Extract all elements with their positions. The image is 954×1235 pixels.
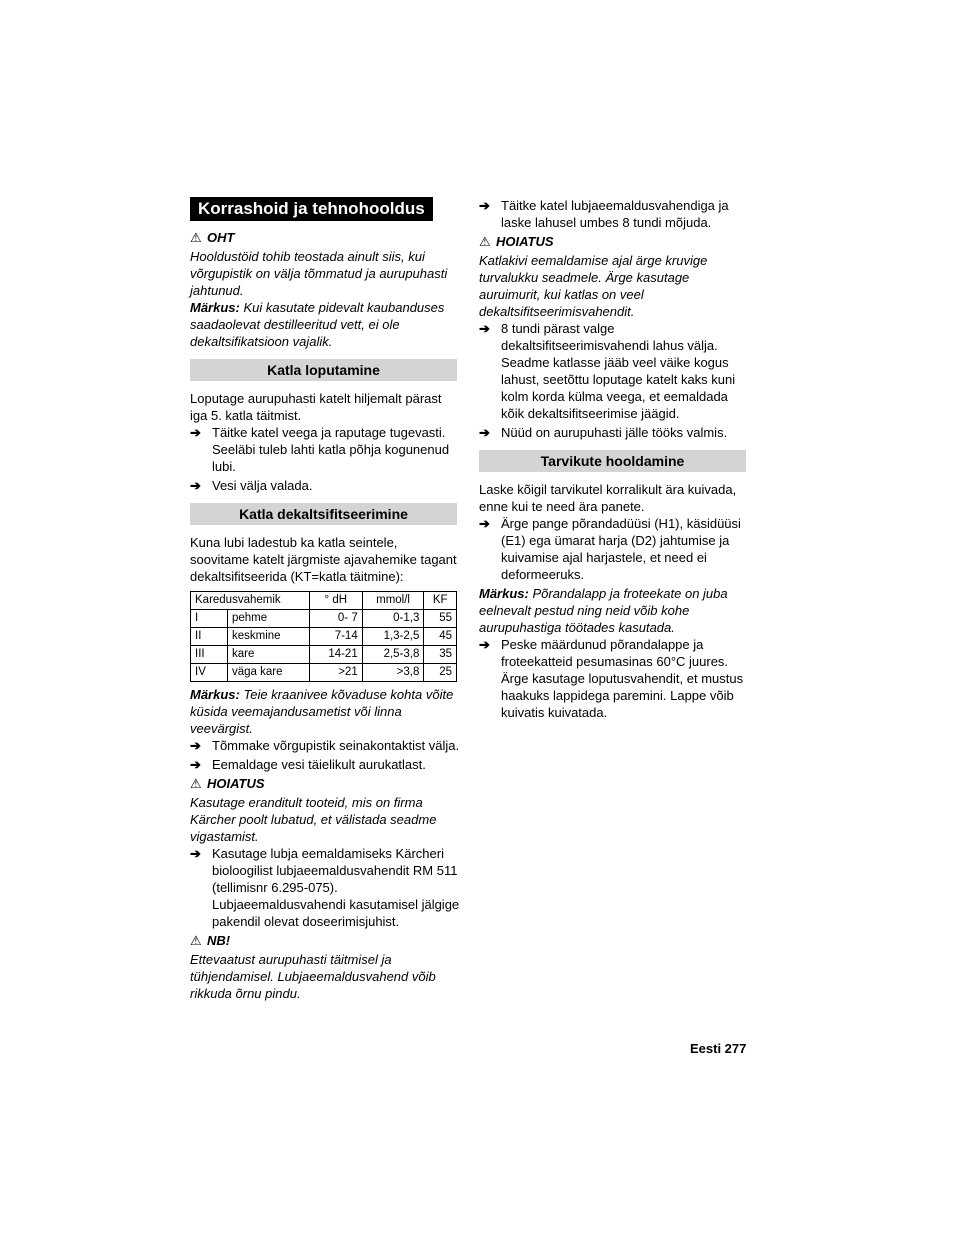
- table-cell: 0-1,3: [362, 610, 424, 628]
- table-header-row: [191, 592, 457, 610]
- table-cell: >3,8: [362, 664, 424, 682]
- descaling-text: Kuna lubi ladestub ka katla seintele, soovitame katelt järgmiste ajavahemike tagant dekaltsifitseerida (KT=katla täitmine):: [190, 535, 457, 584]
- step-text: Eemaldage vesi täielikult aurukatlast.: [212, 757, 426, 772]
- warning-triangle-icon: ⚠: [190, 776, 202, 791]
- table-row: [191, 628, 457, 646]
- note-text: Põrandalapp ja froteekate on juba eelnevalt pestud ning neid võib kohe aurupuhastiga töötades kasutada.: [479, 586, 728, 635]
- table-cell: väga kare: [228, 664, 310, 682]
- step-item: [479, 636, 749, 721]
- step-text: Täitke katel lubjaeemaldusvahendiga ja laske lahusel umbes 8 tundi mõjuda.: [501, 198, 729, 230]
- table-row: [191, 664, 457, 682]
- table-cell: II: [191, 628, 228, 646]
- table-cell: 55: [424, 610, 457, 628]
- step-text: 8 tundi pärast valge dekaltsifitseerimisvahendi lahus välja. Seadme katlasse jääb veel väike kogus lahust, seetõttu loputage katelt kaks kuni kolm korda külma veega, et eemaldada kõik dekaltsifitseerimise jäägid.: [501, 321, 736, 421]
- step-item: [479, 197, 749, 231]
- table-cell: 1,3-2,5: [362, 628, 424, 646]
- step-text: Nüüd on aurupuhasti jälle tööks valmis.: [501, 425, 728, 440]
- accessories-text: Laske kõigil tarvikutel korralikult ära kuivada, enne kui te need ära panete.: [479, 482, 737, 514]
- section-heading-rinsing: Katla loputamine: [190, 359, 457, 381]
- table-cell: IV: [191, 664, 228, 682]
- arrow-right-icon: ➔: [479, 321, 490, 336]
- left-column: [190, 197, 460, 1002]
- danger-text: Hooldustöid tohib teostada ainult siis, kui võrgupistik on välja tõmmatud ja aurupuhasti jahtunud.: [190, 249, 448, 298]
- note-label: Märkus:: [190, 687, 240, 702]
- step-text: Kasutage lubja eemaldamiseks Kärcheri bioloogilist lubjaeemaldusvahendit RM 511 (tellimisnr 6.295-075). Lubjaeemaldusvahendi kasutamisel jälgige pakendil olevat doseerimisjuhist.: [212, 846, 460, 929]
- step-item: [190, 477, 460, 494]
- section-heading-accessories: Tarvikute hooldamine: [479, 450, 746, 472]
- table-header: ° dH: [309, 592, 362, 610]
- note-2: [190, 686, 460, 737]
- table-row: [191, 646, 457, 664]
- warning-text: Kasutage eranditult tooteid, mis on firma Kärcher poolt lubatud, et välistada seadme vigastamist.: [190, 795, 437, 844]
- note-text: Kui kasutate pidevalt kaubanduses saadaolevat destilleeritud vett, ei ole dekaltsifikatsioon vajalik.: [190, 300, 445, 349]
- table-cell: kare: [228, 646, 310, 664]
- caution-text: Ettevaatust aurupuhasti täitmisel ja tühjendamisel. Lubjaeemaldusvahend võib rikkuda õrnu pindu.: [190, 952, 436, 1001]
- hardness-table: [190, 591, 457, 682]
- page-number: Eesti 277: [690, 1041, 747, 1056]
- table-header: Karedusvahemik: [191, 592, 310, 610]
- arrow-right-icon: ➔: [190, 846, 201, 861]
- warning-heading: [479, 233, 749, 250]
- note-label: Märkus:: [190, 300, 240, 315]
- warning-triangle-icon: ⚠: [190, 933, 202, 948]
- warning-label: HOIATUS: [207, 776, 265, 791]
- step-text: Täitke katel veega ja raputage tugevasti. Seeläbi tuleb lahti katla põhja kogunenud lubi.: [212, 425, 450, 474]
- step-item: [479, 515, 749, 583]
- step-text: Peske määrdunud põrandalappe ja froteekatteid pesumasinas 60°C juures. Ärge kasutage loputusvahendit, et mustus haakuks lappidega paremini. Lappe võib kuivatis kuivatada.: [501, 637, 744, 720]
- step-text: Ärge pange põrandadüüsi (H1), käsidüüsi (E1) ega ümarat harja (D2) jahtumise ja kuivamise ajal harjastele, et need ei deformeeruks.: [501, 516, 741, 582]
- table-cell: 35: [424, 646, 457, 664]
- page-title: Korrashoid ja tehnohooldus: [190, 197, 433, 221]
- table-cell: III: [191, 646, 228, 664]
- note-3: [479, 585, 749, 636]
- step-item: [190, 845, 460, 930]
- table-cell: 0- 7: [309, 610, 362, 628]
- step-item: [479, 424, 749, 441]
- table-cell: keskmine: [228, 628, 310, 646]
- arrow-right-icon: ➔: [479, 425, 490, 440]
- table-cell: >21: [309, 664, 362, 682]
- warning-heading: [190, 775, 460, 792]
- right-column: [479, 197, 749, 723]
- table-cell: 25: [424, 664, 457, 682]
- arrow-right-icon: ➔: [190, 425, 201, 440]
- step-item: [190, 756, 460, 773]
- warning-triangle-icon: ⚠: [190, 230, 202, 245]
- step-item: [190, 737, 460, 754]
- danger-heading: [190, 229, 460, 246]
- table-cell: pehme: [228, 610, 310, 628]
- caution-label: NB!: [207, 933, 231, 948]
- arrow-right-icon: ➔: [190, 757, 201, 772]
- step-item: [479, 320, 749, 422]
- danger-label: OHT: [207, 230, 235, 245]
- arrow-right-icon: ➔: [190, 478, 201, 493]
- step-text: Tõmmake võrgupistik seinakontaktist välja.: [212, 738, 460, 753]
- table-cell: 14-21: [309, 646, 362, 664]
- table-cell: 2,5-3,8: [362, 646, 424, 664]
- rinsing-text: Loputage aurupuhasti katelt hiljemalt pärast iga 5. katla täitmist.: [190, 391, 442, 423]
- table-cell: 45: [424, 628, 457, 646]
- table-cell: I: [191, 610, 228, 628]
- warning-triangle-icon: ⚠: [479, 234, 491, 249]
- section-heading-descaling: Katla dekaltsifitseerimine: [190, 503, 457, 525]
- step-text: Vesi välja valada.: [212, 478, 313, 493]
- note-text: Teie kraanivee kõvaduse kohta võite küsida veemajandusametist või linna veevärgist.: [190, 687, 454, 736]
- arrow-right-icon: ➔: [479, 198, 490, 213]
- step-item: [190, 424, 460, 475]
- warning-label: HOIATUS: [496, 234, 554, 249]
- arrow-right-icon: ➔: [479, 637, 490, 652]
- note-label: Märkus:: [479, 586, 529, 601]
- table-header: KF: [424, 592, 457, 610]
- table-header: mmol/l: [362, 592, 424, 610]
- note-1: [190, 299, 460, 350]
- arrow-right-icon: ➔: [190, 738, 201, 753]
- warning-text: Katlakivi eemaldamise ajal ärge kruvige turvalukku seadmele. Ärge kasutage auruimurit, kui katlas on veel dekaltsifitseerimisvahendit.: [479, 253, 708, 319]
- caution-heading: [190, 932, 460, 949]
- table-cell: 7-14: [309, 628, 362, 646]
- arrow-right-icon: ➔: [479, 516, 490, 531]
- table-row: [191, 610, 457, 628]
